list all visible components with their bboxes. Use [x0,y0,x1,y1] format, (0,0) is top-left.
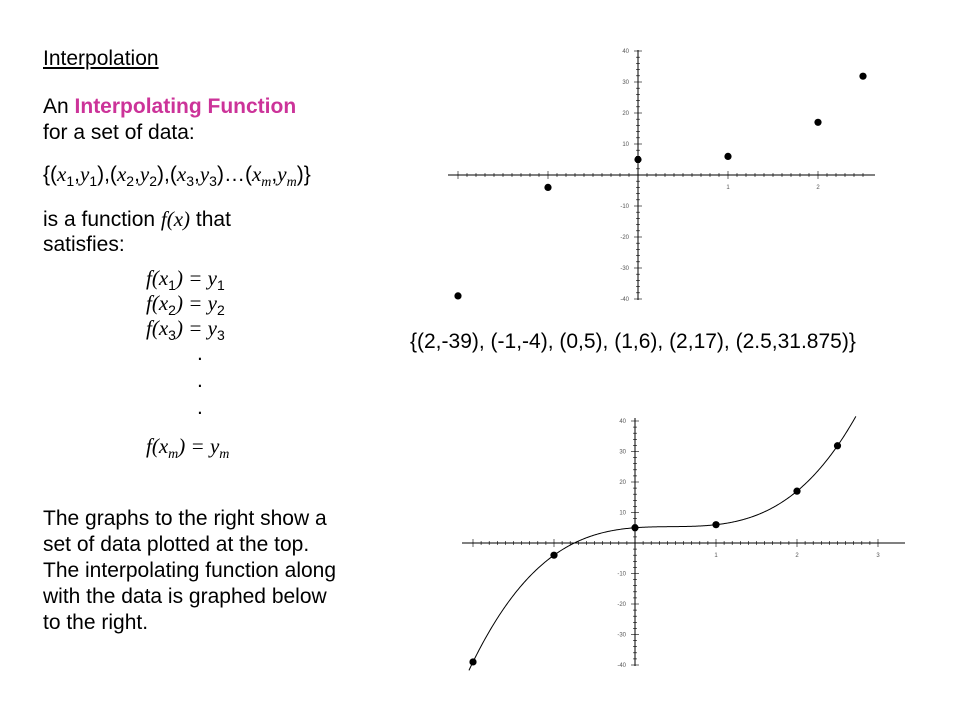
satisfies-line: satisfies: [43,233,125,256]
data-set-expression: $\{(x_1,y_1),(x_2,y_2),(x_3,y_3)\dots(x_m,y_m)\}$ [43,162,311,191]
y-tick-label: 20 [622,111,629,117]
y-tick-label: 40 [622,49,629,55]
slide-title: Interpolation [43,47,159,70]
paragraph-line-3: The interpolating function along [43,559,337,582]
set-close: )} [296,163,311,186]
y-tick-label: -30 [620,266,629,272]
y-tick-label: -40 [620,297,629,303]
equation-3: $f(x_3) = y_3$ [146,316,225,344]
data-point [469,658,476,665]
x-tick-label: 1 [726,185,730,191]
paragraph-line-4: with the data is graphed below [43,585,327,608]
y-tick-label: 30 [619,449,626,456]
intro-line-2: for a set of data: [43,121,195,144]
y-tick-label: -40 [617,663,626,669]
y-tick-label: 40 [619,419,626,425]
y-tick-label: 20 [619,480,626,486]
definition-prefix: is a function [43,208,161,231]
y-tick-label: 30 [622,80,629,86]
y-tick-label: -30 [617,632,626,639]
paragraph-line-1: The graphs to the right show a [43,507,327,530]
definition-suffix: that [190,208,231,231]
y-tick-label: -20 [617,602,626,608]
data-point [834,442,841,449]
ellipsis-dot-2: . [197,369,203,392]
y-tick-label: -10 [617,571,626,578]
paragraph-line-5: to the right. [43,611,149,634]
x-tick-label: 3 [876,553,880,559]
paragraph-line-2: set of data plotted at the top. [43,533,310,556]
y-tick-label: -10 [620,204,629,210]
data-caption: {(2,-39), (-1,-4), (0,5), (1,6), (2,17), (2.5,31.875)} [410,330,856,353]
intro-prefix: An [43,95,75,118]
y-tick-label: -20 [620,235,629,241]
x-tick-label: 2 [795,553,799,559]
ellipsis-dot-3: . [197,396,203,419]
data-point [550,552,557,559]
data-point [712,521,719,528]
data-point [793,488,800,495]
fx-symbol: f(x) [160,207,191,231]
data-point [631,524,638,531]
ellipsis-dot-1: . [197,342,203,365]
x-tick-label: 2 [816,185,820,191]
y-tick-label: 10 [619,510,626,517]
x-tick-label: 1 [714,553,718,559]
interpolating-function-term: Interpolating Function [74,95,297,118]
equation-1: $f(x_1) = y_1$ [146,266,225,294]
y-tick-label: 10 [622,142,629,148]
set-open: {( [43,163,58,186]
equation-m: $f(x_m) = y_m$ [146,434,230,463]
equation-2: $f(x_2) = y_2$ [146,291,225,319]
